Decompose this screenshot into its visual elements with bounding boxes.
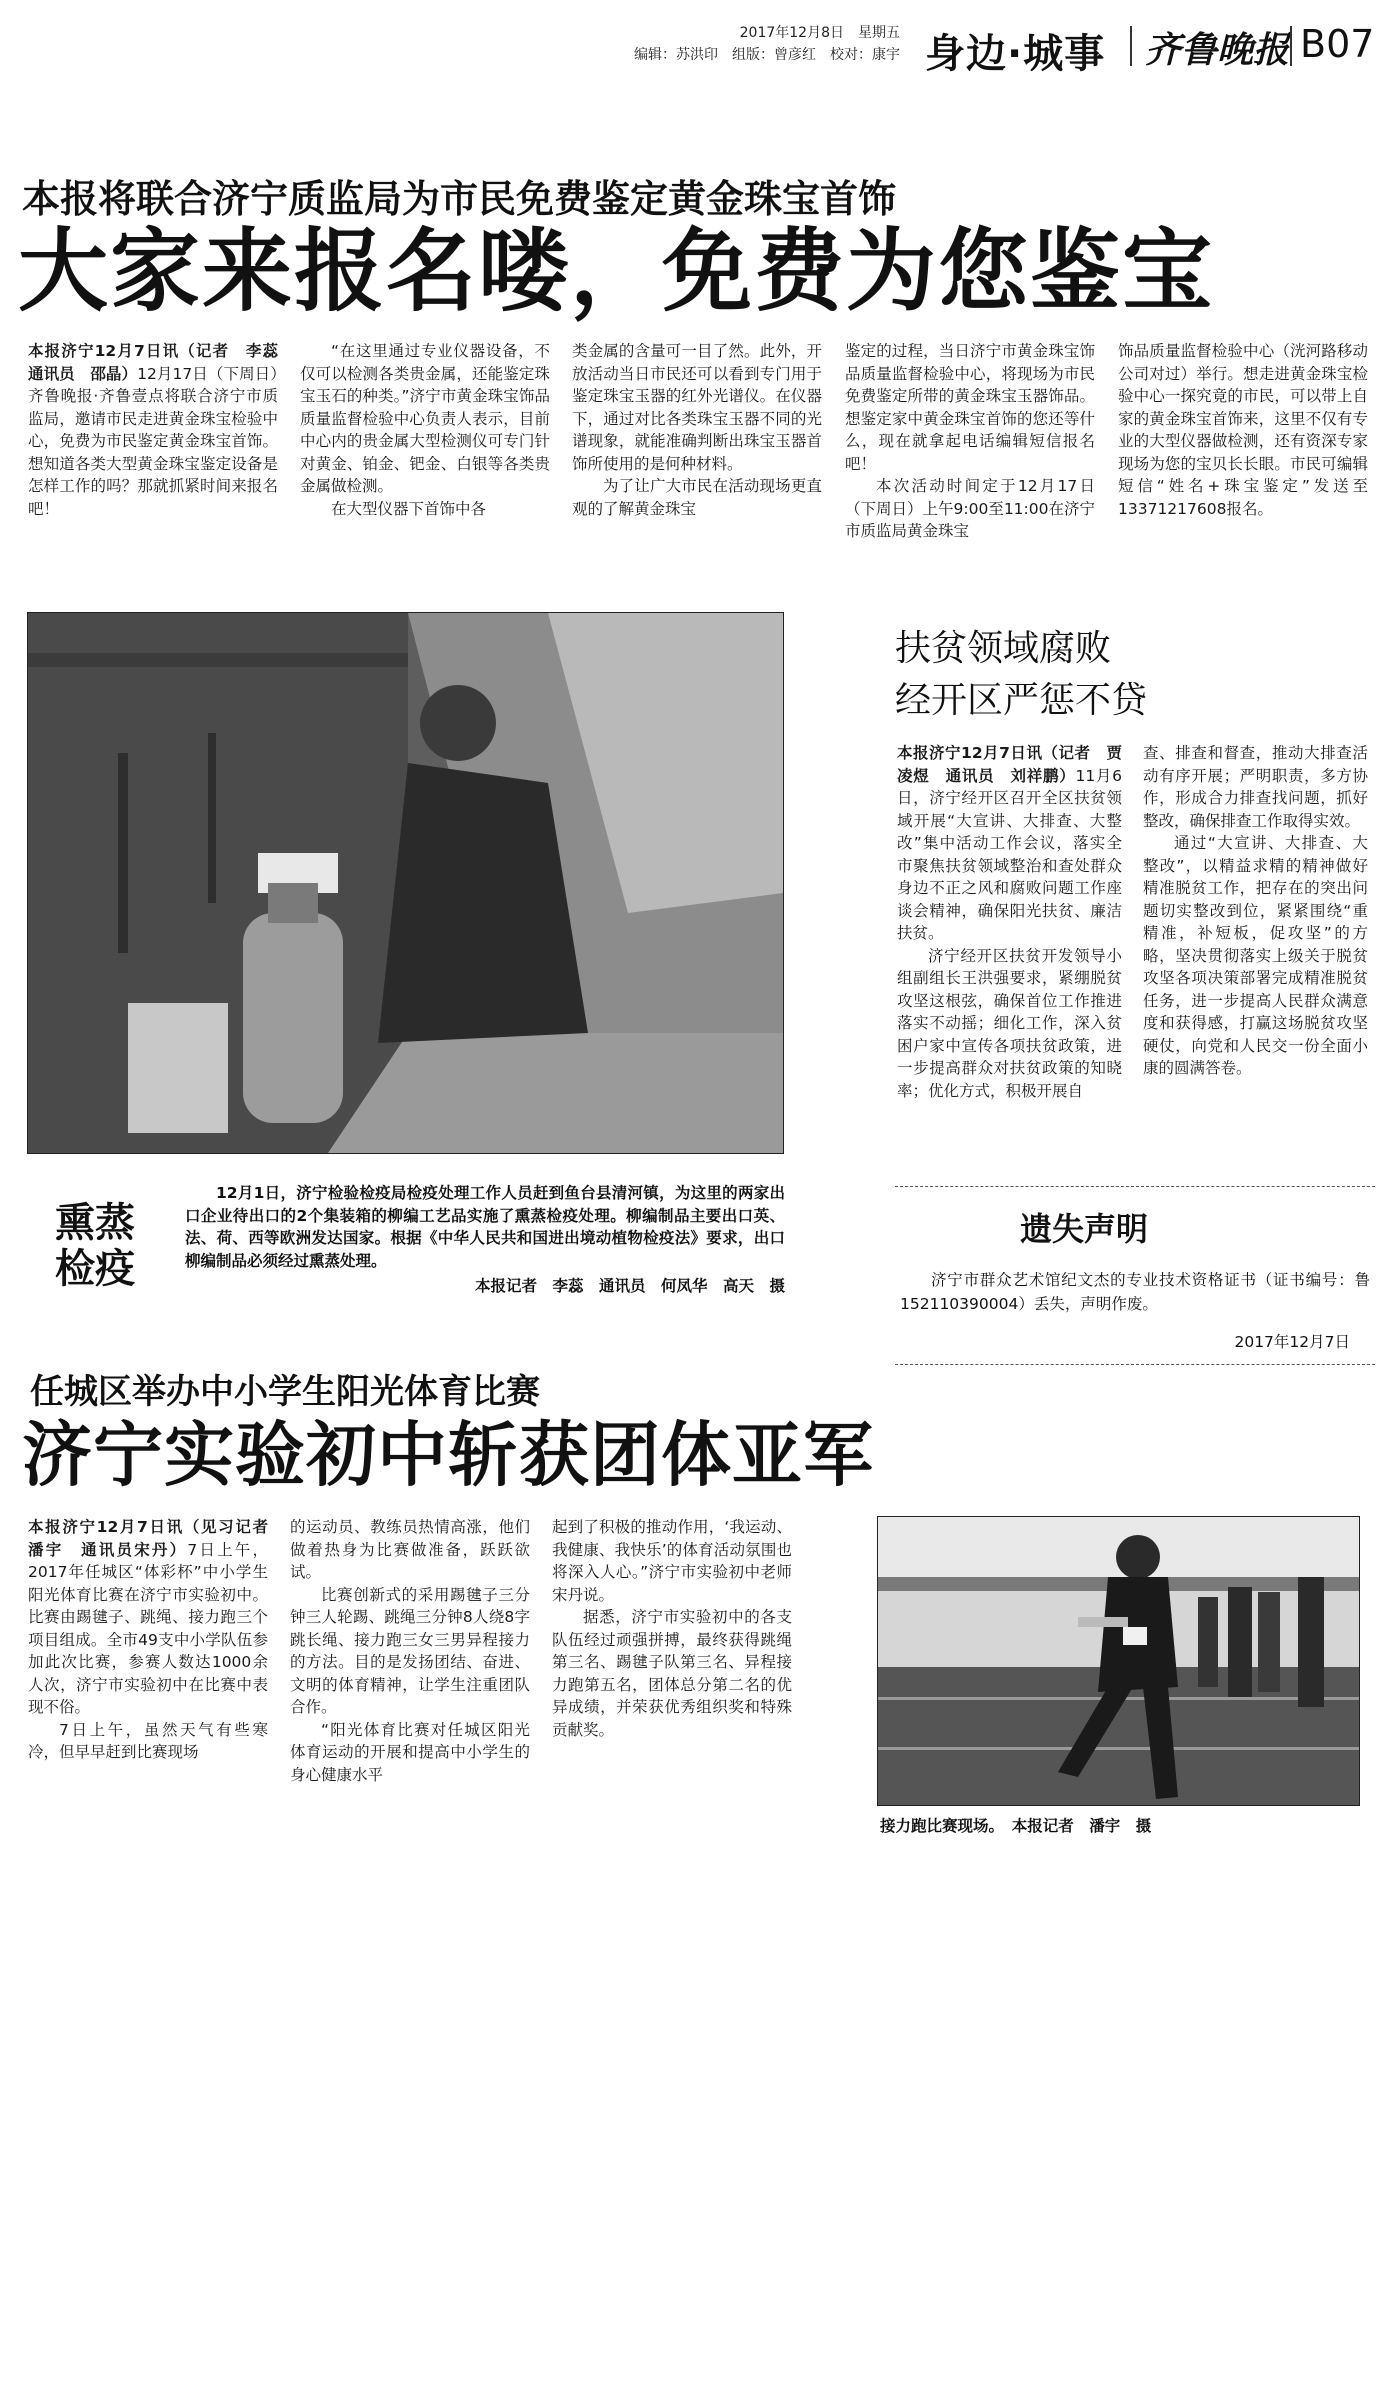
paper-logo: 齐鲁晚报 [1145,29,1290,71]
header-editors: 编辑：苏洪印 组版：曾彦红 校对：康宇 [634,47,900,63]
story3-paragraph: “阳光体育比赛对任城区阳光体育运动的开展和提高中小学生的身心健康水平 [290,1720,530,1784]
notice-body: 济宁市群众艺术馆纪文杰的专业技术资格证书（证书编号：鲁152110390004）丢失，声明作废。 [900,1271,1370,1313]
story2-headline-line2: 经开区严惩不贷 [895,680,1148,721]
photo1-label [55,1200,175,1292]
story3-column-1 [28,1516,284,1764]
story3-paragraph: 比赛创新式的采用踢毽子三分钟三人轮踢、跳绳三分钟8人绕8字跳长绳、接力跑三女三男异程接力的方法。目的是发扬团结、奋进、文明的体育精神，让学生注重团队合作。 [290,1585,530,1716]
story1-column-2 [300,340,550,520]
story1-paragraph: 为了让广大市民在活动现场更直观的了解黄金珠宝 [572,477,822,518]
page-header [0,0,1394,75]
story3-paragraph: 7日上午，虽然天气有些寒冷，但早早赶到比赛现场 [28,1720,268,1761]
story1-paragraph: 本次活动时间定于12月17日（下周日）上午9:00至11:00在济宁市质监局黄金珠宝 [845,477,1095,540]
story3-paragraph: 据悉，济宁市实验初中的各支队伍经过顽强拼搏，最终获得跳绳第三名、踢毽子队第三名、异程接力跑第五名，团体总分第二名的优异成绩，并荣获优秀组织奖和特殊贡献奖。 [552,1608,792,1739]
page-number: B07 [1300,22,1375,66]
story2-dateline: 本报济宁12月7日讯（记者 贾凌煜 通讯员 刘祥鹏） [897,744,1122,785]
story1-paragraph: 鉴定的过程，当日济宁市黄金珠宝饰品质量监督检验中心，将现场为市民免费鉴定所带的黄金珠宝玉器饰品。想鉴定家中黄金珠宝首饰的您还等什么，现在就拿起电话编辑短信报名吧！ [845,342,1095,473]
story2-column-1 [897,742,1122,1102]
fumigation-photo-illustration [28,613,783,1153]
story3-kicker: 任城区举办中小学生阳光体育比赛 [30,1372,540,1412]
story2-column-2 [1143,742,1368,1080]
notice-date: 2017年12月7日 [1234,1333,1350,1351]
photo1-label-line1: 熏蒸 [55,1200,135,1246]
story2-paragraph: 本报济宁12月7日讯（记者 贾凌煜 通讯员 刘祥鹏）11月6日，济宁经开区召开全区扶贫领域开展“大宣讲、大排查、大整改”集中活动工作会议，落实全市聚焦扶贫领域整治和查处群众身边不正之风和腐败问题工作座谈会精神，确保阳光扶贫、廉洁扶贫。 [897,744,1122,942]
photo1-label-line2: 检疫 [55,1246,135,1292]
divider-line [895,1186,1375,1187]
story2-headline-line1: 扶贫领域腐败 [895,628,1112,669]
story1-headline: 大家来报名喽，免费为您鉴宝 [18,219,1214,324]
story1-paragraph: 在大型仪器下首饰中各 [331,499,487,518]
section-title: 身边·城事 [925,31,1106,77]
story1-column-4 [845,340,1095,543]
header-date: 2017年12月8日 星期五 [739,25,900,41]
story3-headline: 济宁实验初中斩获团体亚军 [22,1414,874,1496]
story1-dateline: 本报济宁12月7日讯（记者 李蕊 通讯员 邵晶） [28,342,294,383]
header-divider [1130,26,1132,66]
story3-paragraph: 的运动员、教练员热情高涨，他们做着热身为比赛做准备，跃跃欲试。 [290,1518,530,1581]
story1-column-5 [1118,340,1368,520]
story2-paragraph: 查、排查和督查，推动大排查活动有序开展；严明职责，多方协作，形成合力排查找问题，抓好整改，确保排查工作取得实效。 [1143,744,1368,830]
relay-race-photo-illustration [878,1517,1359,1805]
story3-dateline: 本报济宁12月7日讯（见习记者 潘宇 通讯员宋丹） [28,1518,284,1559]
story3-paragraph: 本报济宁12月7日讯（见习记者 潘宇 通讯员宋丹）7日上午，2017年任城区“体彩杯”中小学生阳光体育比赛在济宁市实验初中。比赛由踢毽子、跳绳、接力跑三个项目组成。全市49支中小学队伍参加此次比赛，参赛人数达1000余人次，济宁市实验初中在比赛中表现不俗。 [28,1518,284,1716]
story1-column-1 [28,340,294,520]
story1-column-3 [572,340,822,520]
story3-paragraph: 起到了积极的推动作用，‘我运动、我健康、我快乐’的体育活动氛围也将深入人心。”济宁市实验初中老师宋丹说。 [552,1518,792,1604]
notice-title: 遗失声明 [1020,1210,1149,1248]
header-divider [1290,26,1292,66]
story1-paragraph: 类金属的含量可一目了然。此外，开放活动当日市民还可以看到专门用于鉴定珠宝玉器的红外光谱仪。在仪器下，通过对比各类珠宝玉器不同的光谱现象，就能准确判断出珠宝玉器首饰所使用的是何种材料。 [572,342,822,473]
story3-column-2 [290,1516,530,1786]
story2-paragraph: 通过“大宣讲、大排查、大整改”，以精益求精的精神做好精准脱贫工作，把存在的突出问题切实整改到位，紧紧围绕“重精准，补短板，促攻坚”的方略，坚决贯彻落实上级关于脱贫攻坚各项决策部署完成精准脱贫任务，进一步提高人民群众满意度和获得感，打赢这场脱贫攻坚硬仗，向党和人民交一份全面小康的圆满答卷。 [1143,834,1368,1077]
fumigation-photo [27,612,784,1154]
photo1-caption: 12月1日，济宁检验检疫局检疫处理工作人员赶到鱼台县清河镇，为这里的两家出口企业待出口的2个集装箱的柳编工艺品实施了熏蒸检疫处理。柳编制品主要出口英、法、荷、西等欧洲发达国家。根据《中华人民共和国进出境动植物检疫法》要求，出口柳编制品必须经过熏蒸处理。 [185,1184,785,1270]
relay-race-photo [877,1516,1360,1806]
story3-column-3 [552,1516,792,1741]
divider-line [895,1364,1375,1365]
story1-kicker: 本报将联合济宁质监局为市民免费鉴定黄金珠宝首饰 [22,177,897,221]
story1-paragraph: 饰品质量监督检验中心（洸河路移动公司对过）举行。想走进黄金珠宝检验中心一探究竟的市民，可以带上自家的黄金珠宝首饰来，这里不仅有专业的大型仪器做检测，还有资深专家现场为您的宝贝长长眼。市民可编辑短信“姓名+珠宝鉴定”发送至13371217608报名。 [1118,342,1368,518]
photo2-caption: 接力跑比赛现场。 本报记者 潘宇 摄 [880,1817,1152,1835]
story1-paragraph: “在这里通过专业仪器设备，不仅可以检测各类贵金属，还能鉴定珠宝玉石的种类。”济宁市黄金珠宝饰品质量监督检验中心负责人表示，目前中心内的贵金属大型检测仪可专门针对黄金、铂金、钯金、白银等各类贵金属做检测。 [300,342,550,495]
story2-paragraph: 济宁经开区扶贫开发领导小组副组长王洪强要求，紧绷脱贫攻坚这根弦，确保首位工作推进落实不动摇；细化工作，深入贫困户家中宣传各项扶贫政策，进一步提高群众对扶贫政策的知晓率；优化方式，积极开展自 [897,946,1122,1100]
story1-paragraph: 本报济宁12月7日讯（记者 李蕊 通讯员 邵晶）12月17日（下周日）齐鲁晚报·齐鲁壹点将联合济宁市质监局，邀请市民走进黄金珠宝检验中心，免费为市民鉴定黄金珠宝首饰。想知道各类大型黄金珠宝鉴定设备是怎样工作的吗？那就抓紧时间来报名吧！ [28,342,294,518]
photo1-credit: 本报记者 李蕊 通讯员 何凤华 高天 摄 [474,1277,785,1295]
